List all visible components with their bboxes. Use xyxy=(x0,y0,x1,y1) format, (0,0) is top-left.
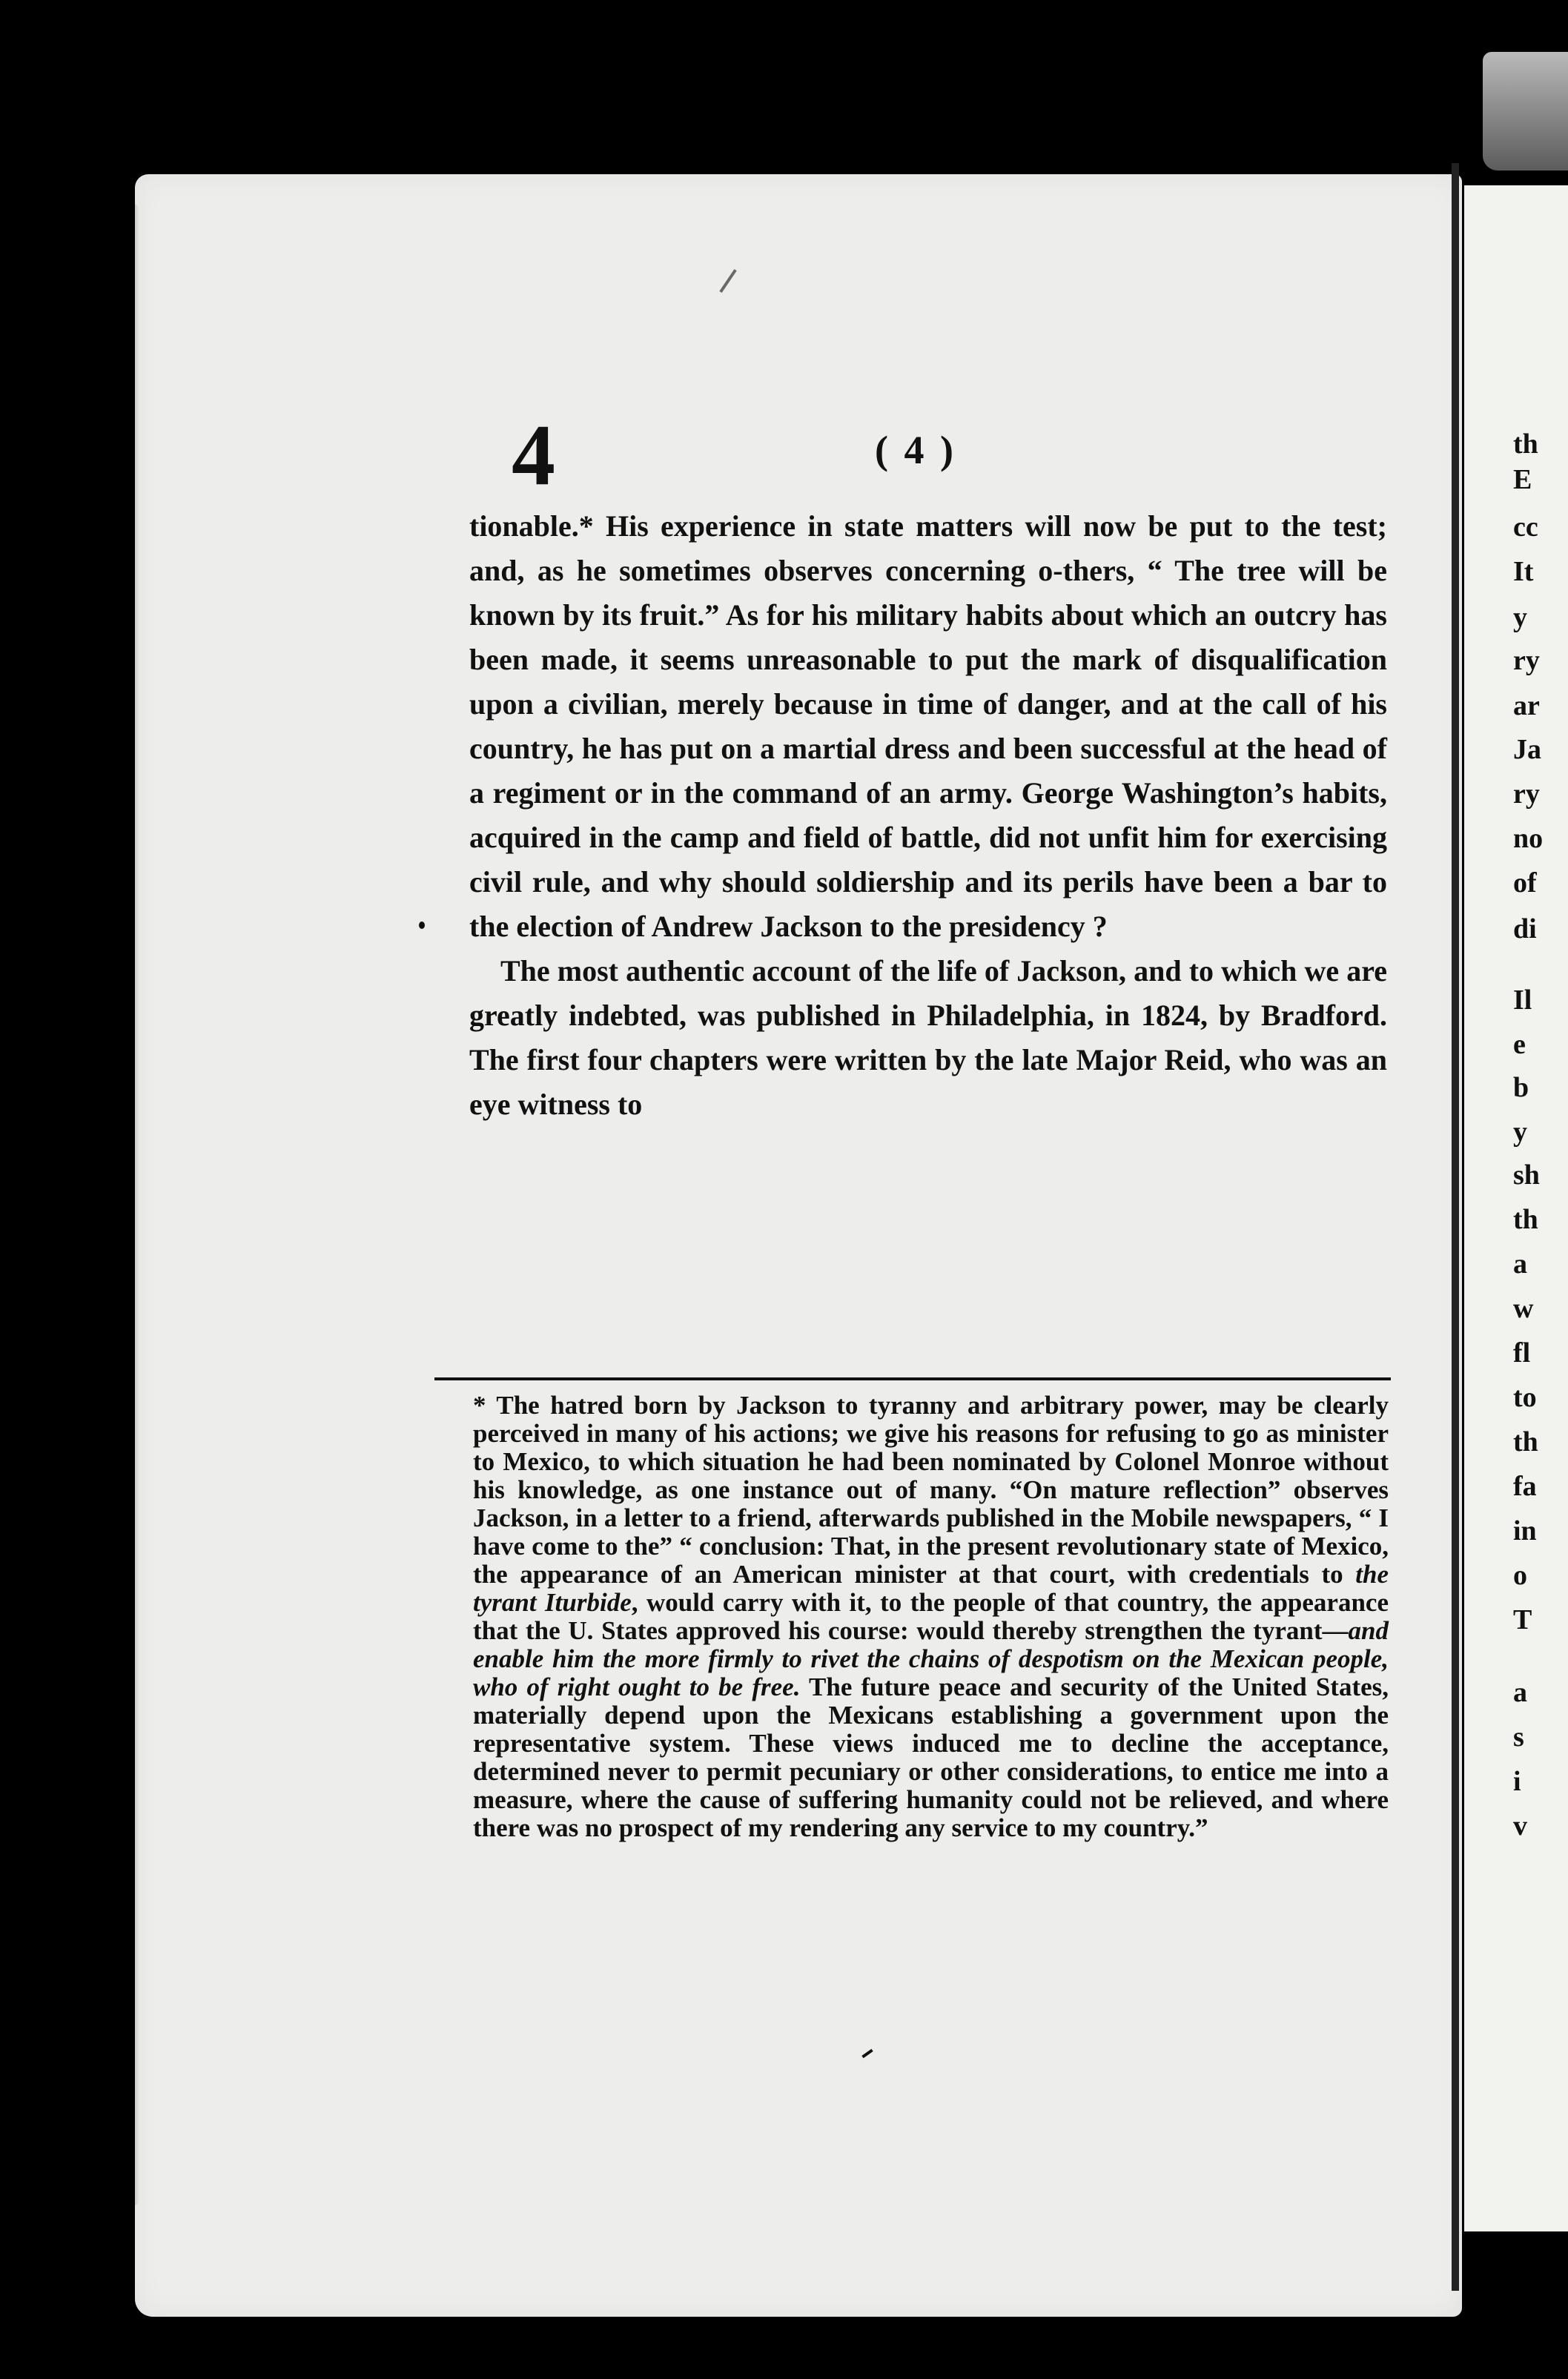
footnote-rule xyxy=(434,1377,1391,1380)
adjacent-text-fragment: th xyxy=(1513,1426,1538,1457)
body-paragraph: The most authentic account of the life of Jackson, and to which we are greatly indebted, was published in Philadelphia, in 1824, by Bradford. The first four chapters were written by the late Major Reid, who was an eye witness to xyxy=(469,954,1387,1121)
adjacent-text-fragment: ry xyxy=(1513,778,1540,810)
adjacent-text-fragment: y xyxy=(1513,1116,1527,1148)
adjacent-text-fragment: b xyxy=(1513,1072,1529,1103)
adjacent-text-fragment: th xyxy=(1513,429,1538,460)
page-number-large: 4 xyxy=(512,406,554,503)
footnote xyxy=(473,1392,1389,1842)
adjacent-text-fragment: It xyxy=(1513,556,1534,587)
adjacent-text-fragment: in xyxy=(1513,1515,1537,1546)
adjacent-text-fragment: cc xyxy=(1513,512,1538,543)
adjacent-text-fragment: th xyxy=(1513,1204,1538,1235)
adjacent-text-fragment: a xyxy=(1513,1248,1527,1280)
adjacent-text-fragment: of xyxy=(1513,867,1537,899)
adjacent-text-fragment: fa xyxy=(1513,1471,1537,1502)
adjacent-text-fragment: i xyxy=(1513,1766,1521,1797)
page-header: ( 4 ) xyxy=(875,428,956,472)
adjacent-text-fragment: fl xyxy=(1513,1337,1531,1369)
footnote-ending: The future peace and security of the United States, materially depend upon the Mexicans establishing a government upon the representative system. These views induced me to decline the acceptance, determined never to permit pecuniary or other considerations, to entice me into a measure, where the cause of suffering humanity could not be relieved, and where there was no prospect of my rendering any service to my country.” xyxy=(473,1672,1389,1842)
adjacent-text-fragment: E xyxy=(1513,464,1532,495)
adjacent-page-fragment xyxy=(1464,185,1568,2231)
adjacent-text-fragment: no xyxy=(1513,823,1544,854)
adjacent-text-fragment: v xyxy=(1513,1810,1527,1842)
adjacent-text-fragment: ry xyxy=(1513,645,1540,676)
adjacent-text-fragment: sh xyxy=(1513,1159,1540,1191)
footnote-emphasis: the tyrant Iturbide xyxy=(473,1560,1389,1617)
adjacent-text-fragment: Il xyxy=(1513,985,1532,1016)
adjacent-text-fragment: e xyxy=(1513,1029,1526,1060)
adjacent-text-fragment: s xyxy=(1513,1721,1524,1753)
adjacent-text-fragment: o xyxy=(1513,1560,1527,1591)
adjacent-text-fragment: to xyxy=(1513,1382,1537,1413)
scan-dot xyxy=(419,922,425,929)
adjacent-text-fragment: ar xyxy=(1513,690,1540,721)
adjacent-text-fragment: di xyxy=(1513,913,1537,944)
footnote-emphasis: and enable him the more firmly to rivet the chains of despotism on the Mexican people, who of right ought to be free. xyxy=(473,1616,1389,1701)
page-gutter xyxy=(1452,163,1459,2291)
document-page xyxy=(135,174,1462,2317)
adjacent-text-fragment: a xyxy=(1513,1677,1527,1708)
adjacent-text-fragment: w xyxy=(1513,1293,1534,1324)
scan-artifact xyxy=(1483,52,1568,171)
footnote-middle: , would carry with it, to the people of that country, the appearance that the U. States approved his course: would thereby strengthen the tyrant— xyxy=(473,1588,1389,1645)
main-text xyxy=(469,504,1387,1127)
adjacent-text-fragment: y xyxy=(1513,602,1527,633)
adjacent-text-fragment: T xyxy=(1513,1604,1532,1635)
adjacent-text-fragment: Ja xyxy=(1513,734,1541,765)
body-paragraph: tionable.* His experience in state matters will now be put to the test; and, as he sometimes observes concerning o-thers, “ The tree will be known by its fruit.” As for his military habits about which an outcry has been made, it seems unreasonable to put the mark of disqualification upon a civilian, merely because in time of danger, and at the call of his country, he has put on a martial dress and been successful at the head of a regiment or in the command of an army. George Washington’s habits, acquired in the camp and field of battle, did not unfit him for exercising civil rule, and why should soldiership and its perils have been a bar to the election of Andrew Jackson to the presidency ? xyxy=(469,509,1387,943)
footnote-intro: * The hatred born by Jackson to tyranny and arbitrary power, may be clearly perceived in many of his actions; we give his reasons for refusing to go as minister to Mexico, to which situation he had been nominated by Colonel Monroe without his knowledge, as one instance out of many. “On mature reflection” observes Jackson, in a letter to a friend, afterwards published in the Mobile newspapers, “ I have come to the” “ conclusion: That, in the present revolutionary state of Mexico, the appearance of an American minister at that court, with credentials to xyxy=(473,1391,1389,1589)
